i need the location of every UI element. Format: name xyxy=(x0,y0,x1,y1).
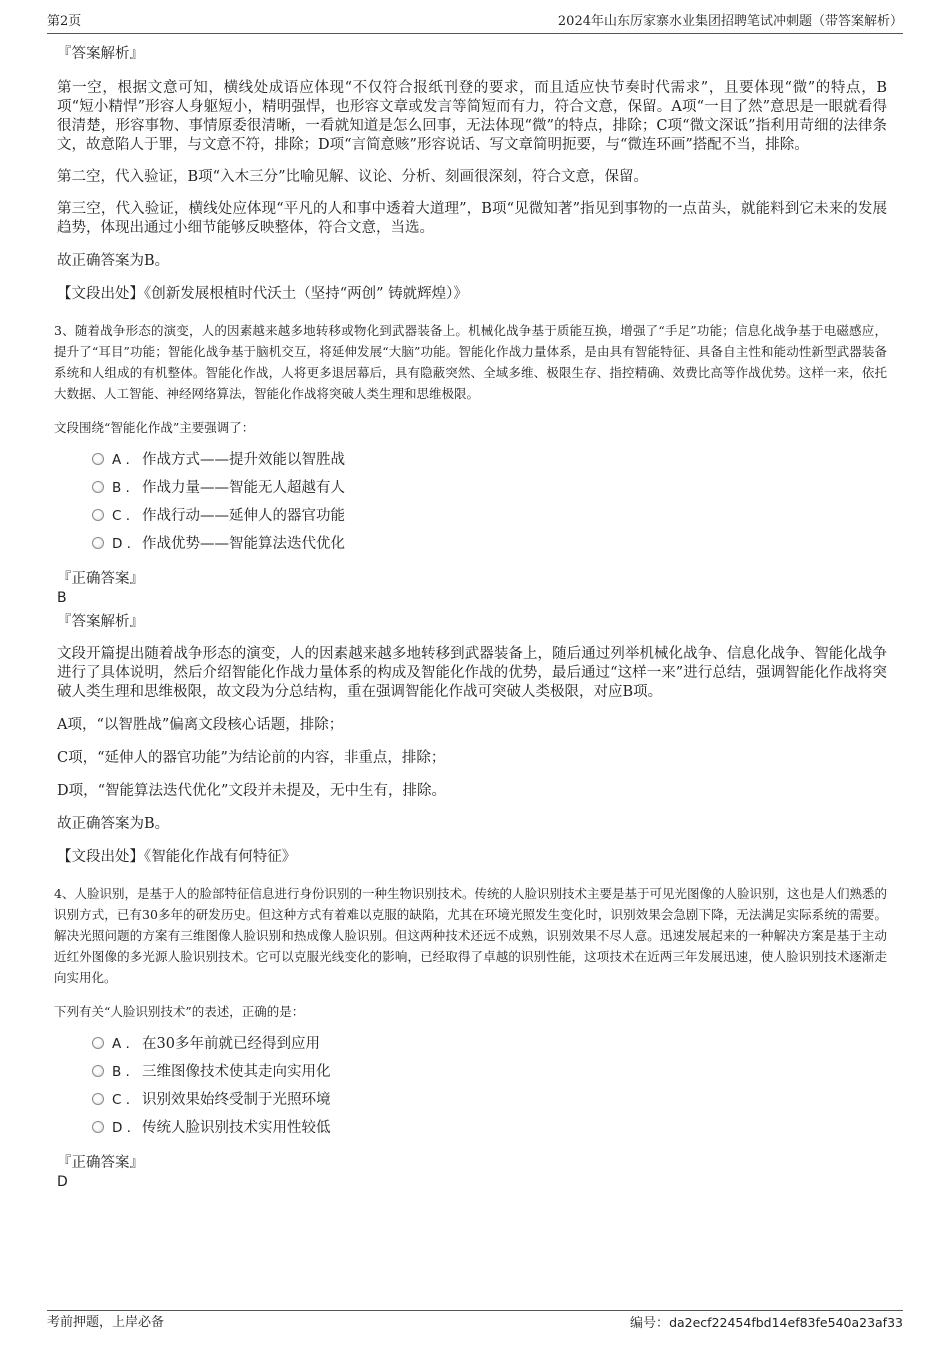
analysis-paragraph: 文段开篇提出随着战争形态的演变，人的因素越来越多地转移到武器装备上，随后通过列举机械化战争、信息化战争、智能化战争进行了具体说明，然后介绍智能化作战力量体系的构成及智能化作战的优势，最后通过“这样一来”进行总结，强调智能化作战将突破人类生理和思维极限，故文段为分总结构，重在强调智能化作战可突破人类极限，对应B项。 xyxy=(57,646,887,700)
option-d[interactable] xyxy=(92,1118,887,1146)
option-text: 作战行动——延伸人的器官功能 xyxy=(142,508,345,524)
correct-answer: D xyxy=(57,1174,68,1190)
option-letter: B . xyxy=(112,1064,130,1080)
radio-icon[interactable] xyxy=(92,481,104,493)
option-list xyxy=(92,450,887,562)
option-a[interactable] xyxy=(92,1034,887,1062)
page-footer xyxy=(47,1310,903,1333)
analysis-line: D项，“智能算法迭代优化”文段并未提及，无中生有，排除。 xyxy=(57,783,446,799)
correct-answer-heading: 『正确答案』 xyxy=(57,571,144,587)
question-text: 3、随着战争形态的演变，人的因素越来越多地转移或物化到武器装备上。机械化战争基于质能互换，增强了“手足”功能；信息化战争基于电磁感应，提升了“耳目”功能；智能化战争基于脑机交互，将延伸发展“大脑”功能。智能化作战力量体系，是由具有智能特征、具备自主性和能动性新型武器装备系统和人组成的有机整体。智能化作战，人将更多退居幕后，具有隐蔽突然、全域多维、极限生存、指控精确、效费比高等作战优势。这样一来，依托大数据、人工智能、神经网络算法，智能化作战将突破人类生理和思维极限。 xyxy=(54,323,887,401)
document-code-value: da2ecf22454fbd14ef83fe540a23af33 xyxy=(669,1315,903,1330)
radio-icon[interactable] xyxy=(92,1093,104,1105)
source-citation: 【文段出处】《创新发展根植时代沃土（坚持“两创” 铸就辉煌）》 xyxy=(57,286,468,302)
option-text: 作战力量——智能无人超越有人 xyxy=(142,480,345,496)
source-citation: 【文段出处】《智能化作战有何特征》 xyxy=(57,849,297,865)
page-header xyxy=(47,13,903,34)
option-c[interactable] xyxy=(92,506,887,534)
page-content xyxy=(54,44,887,1196)
analysis-paragraph: 第一空，根据文意可知，横线处成语应体现“不仅符合报纸刊登的要求，而且适应快节奏时代需求”，且要体现“微”的特点，B项“短小精悍”形容人身躯短小，精明强悍，也形容文章或发言等简短而有力，符合文意，保留。A项“一目了然”意思是一眼就看得很清楚，形容事物、事情原委很清晰，一看就知道是怎么回事，无法体现“微”的特点，排除；C项“微文深诋”指利用苛细的法律条文，故意陷人于罪，与文意不符，排除；D项“言简意赅”形容说话、写文章简明扼要，与“微连环画”搭配不当，排除。 xyxy=(57,80,887,153)
conclusion-text: 故正确答案为B。 xyxy=(57,816,170,832)
analysis-paragraph: 第三空，代入验证，横线处应体现“平凡的人和事中透着大道理”，B项“见微知著”指见到事物的一点苗头，就能料到它未来的发展趋势，体现出通过小细节能够反映整体，符合文意，当选。 xyxy=(57,201,887,236)
analysis-heading: 『答案解析』 xyxy=(57,614,144,630)
question-4 xyxy=(54,883,887,1146)
option-list xyxy=(92,1034,887,1146)
option-text: 在30多年前就已经得到应用 xyxy=(142,1036,320,1052)
correct-answer: B xyxy=(57,590,67,606)
footer-slogan: 考前押题，上岸必备 xyxy=(47,1315,165,1330)
option-b[interactable] xyxy=(92,478,887,506)
option-letter: A . xyxy=(112,452,130,468)
page-number: 第2页 xyxy=(47,14,82,29)
option-letter: B . xyxy=(112,480,130,496)
question-prompt: 下列有关“人脸识别技术”的表述，正确的是： xyxy=(54,1004,305,1019)
question-text: 4、人脸识别，是基于人的脸部特征信息进行身份识别的一种生物识别技术。传统的人脸识别技术主要是基于可见光图像的人脸识别，这也是人们熟悉的识别方式，已有30多年的研发历史。但这种方式有着难以克服的缺陷，尤其在环境光照发生变化时，识别效果会急剧下降，无法满足实际系统的需要。解决光照问题的方案有三维图像人脸识别和热成像人脸识别。但这两种技术还远不成熟，识别效果不尽人意。迅速发展起来的一种解决方案是基于主动近红外图像的多光源人脸识别技术。它可以克服光线变化的影响，已经取得了卓越的识别性能，这项技术在近两三年发展迅速，使人脸识别技术逐渐走向实用化。 xyxy=(54,886,887,985)
question-3 xyxy=(54,320,887,562)
option-text: 作战方式——提升效能以智胜战 xyxy=(142,452,345,468)
radio-icon[interactable] xyxy=(92,509,104,521)
conclusion-text: 故正确答案为B。 xyxy=(57,253,170,269)
analysis-line: C项，“延伸人的器官功能”为结论前的内容，非重点，排除； xyxy=(57,750,446,766)
analysis-line: A项，“以智胜战”偏离文段核心话题，排除； xyxy=(57,717,344,733)
option-a[interactable] xyxy=(92,450,887,478)
option-text: 识别效果始终受制于光照环境 xyxy=(142,1092,331,1108)
document-title: 2024年山东厉家寨水业集团招聘笔试冲刺题（带答案解析） xyxy=(557,14,903,29)
option-letter: C . xyxy=(112,508,131,524)
option-text: 三维图像技术使其走向实用化 xyxy=(142,1064,331,1080)
analysis-heading: 『答案解析』 xyxy=(57,46,144,62)
question-prompt: 文段围绕“智能化作战”主要强调了： xyxy=(54,420,255,435)
option-text: 作战优势——智能算法迭代优化 xyxy=(142,536,345,552)
option-c[interactable] xyxy=(92,1090,887,1118)
document-code-label: 编号： xyxy=(630,1316,670,1331)
option-text: 传统人脸识别技术实用性较低 xyxy=(142,1120,331,1136)
option-d[interactable] xyxy=(92,534,887,562)
option-b[interactable] xyxy=(92,1062,887,1090)
option-letter: A . xyxy=(112,1036,130,1052)
option-letter: D . xyxy=(112,536,131,552)
correct-answer-heading: 『正确答案』 xyxy=(57,1155,144,1171)
option-letter: C . xyxy=(112,1092,131,1108)
radio-icon[interactable] xyxy=(92,453,104,465)
analysis-paragraph: 第二空，代入验证，B项“入木三分”比喻见解、议论、分析、刻画很深刻，符合文意，保留。 xyxy=(57,169,648,185)
radio-icon[interactable] xyxy=(92,1121,104,1133)
document-code xyxy=(630,1313,903,1334)
radio-icon[interactable] xyxy=(92,1065,104,1077)
radio-icon[interactable] xyxy=(92,1037,104,1049)
radio-icon[interactable] xyxy=(92,537,104,549)
option-letter: D . xyxy=(112,1120,131,1136)
